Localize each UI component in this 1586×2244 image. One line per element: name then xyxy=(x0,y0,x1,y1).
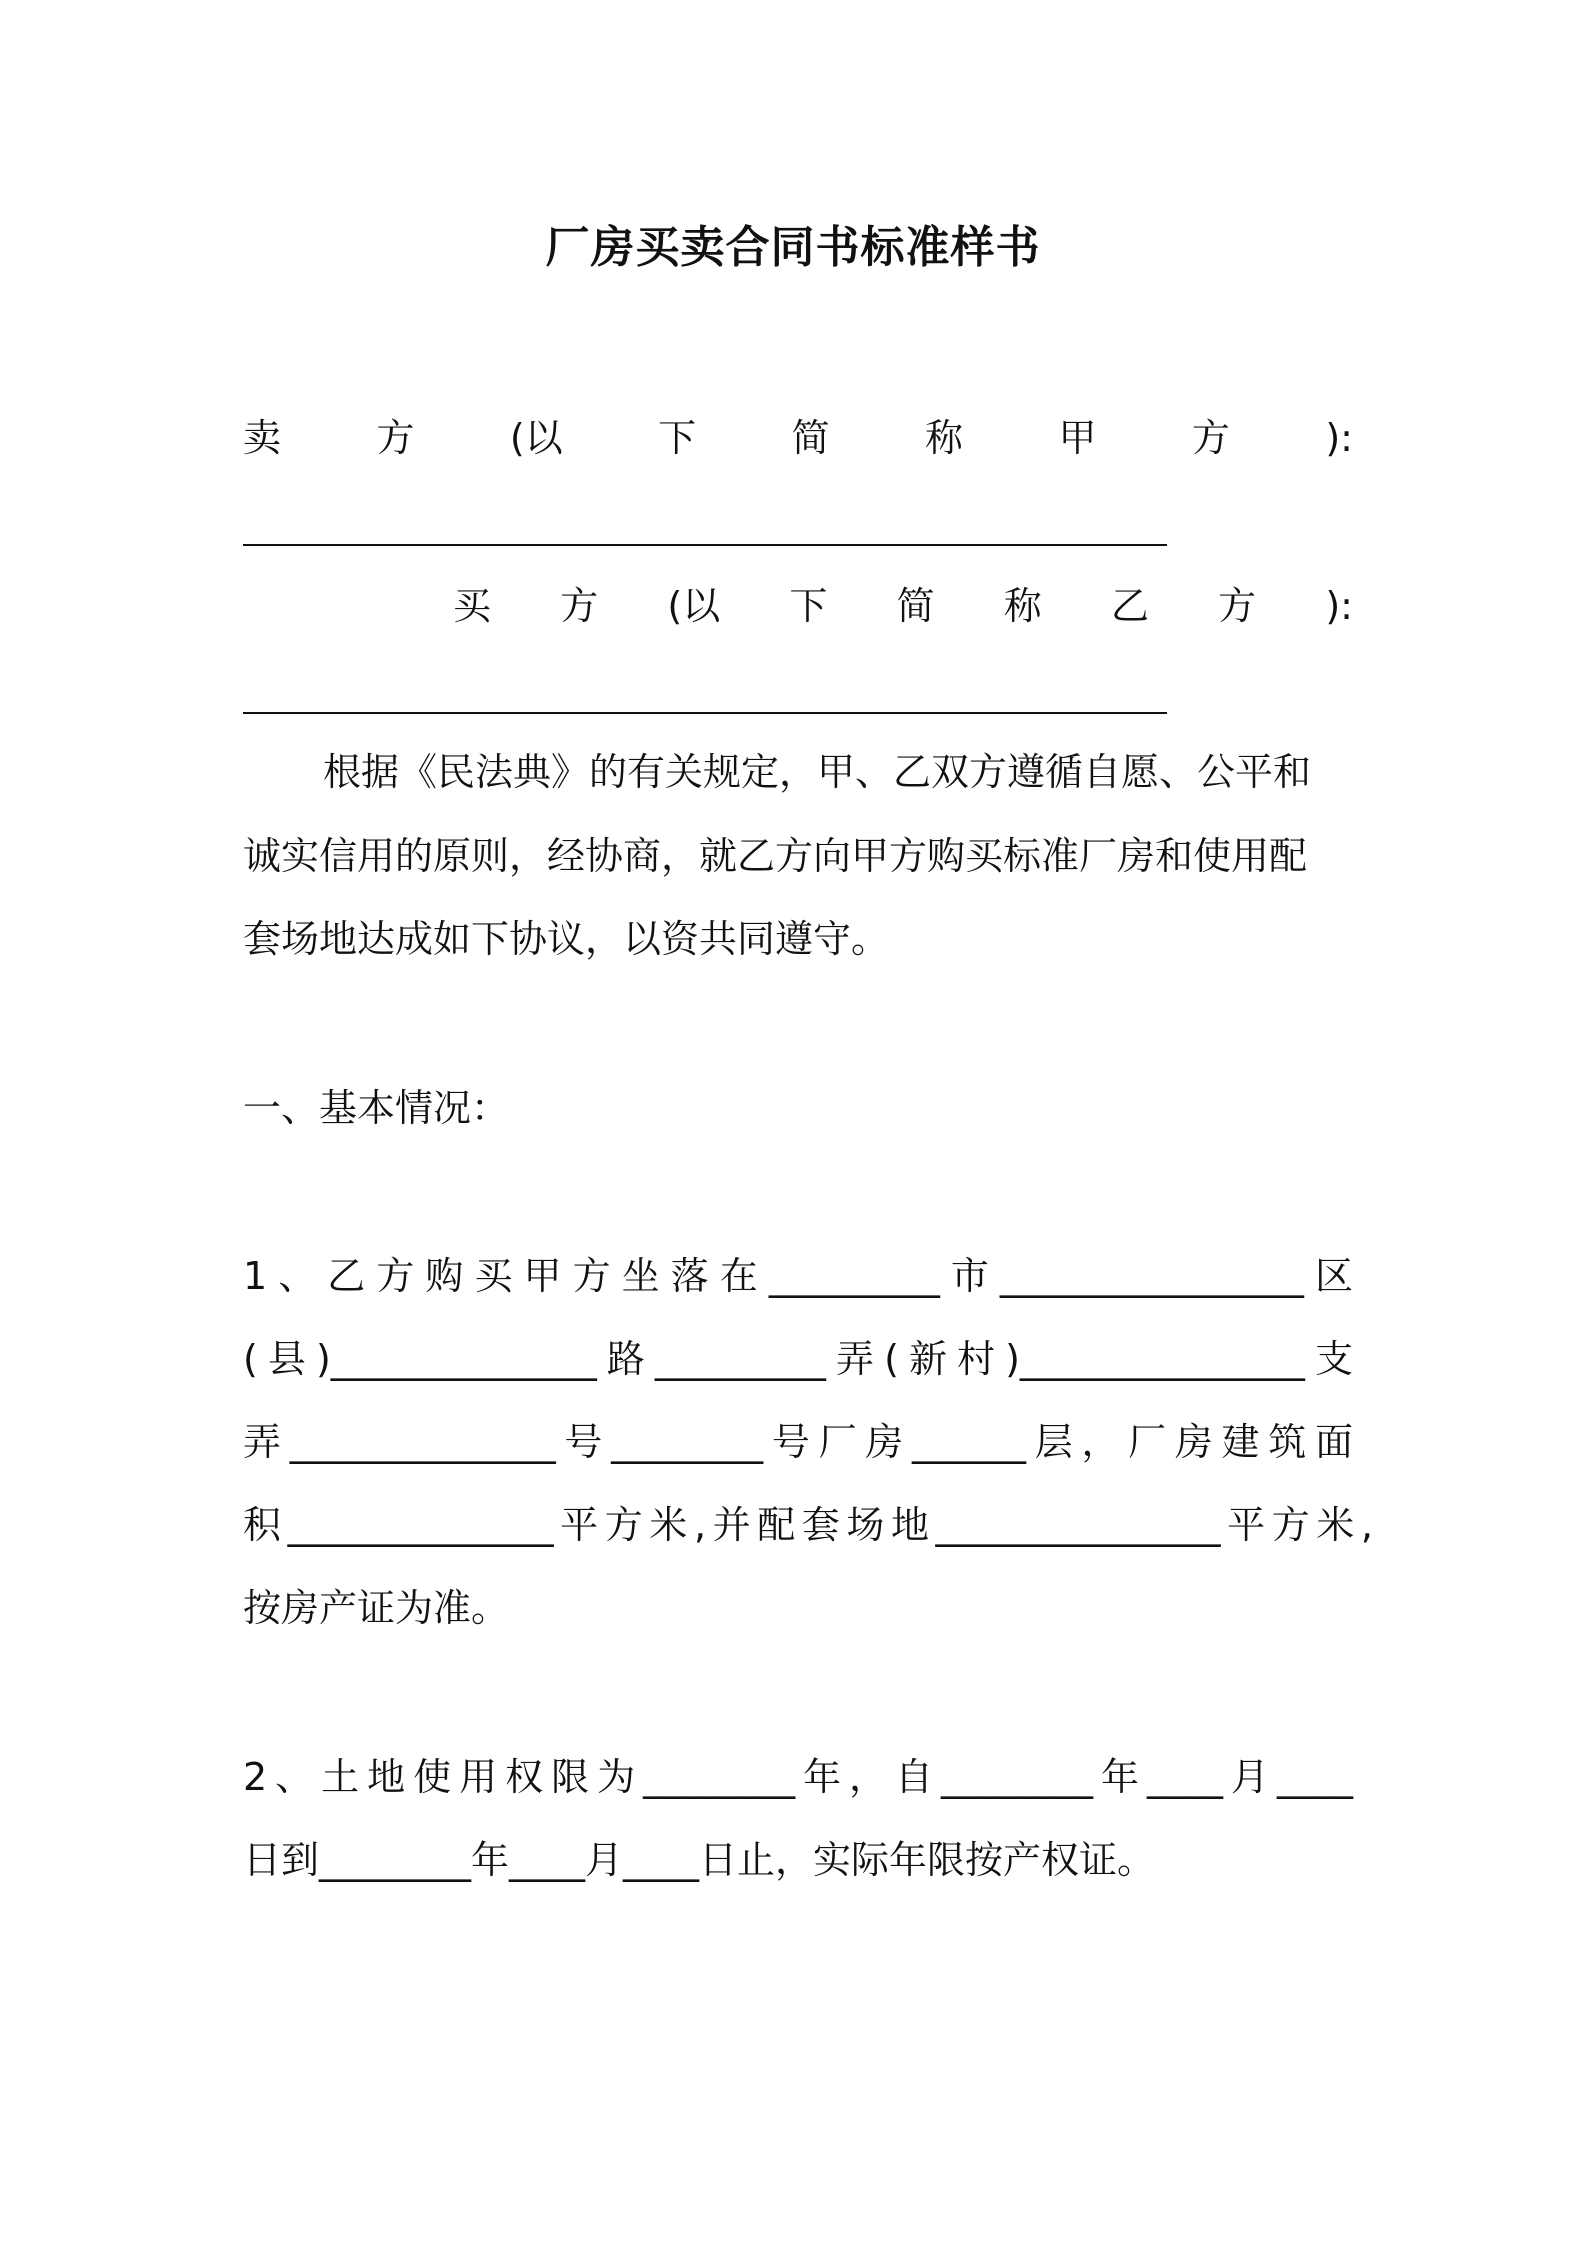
seller-line xyxy=(243,412,1353,464)
clause1-line-2: (县)______________路_________弄(新村)_______________支 xyxy=(243,1337,1353,1381)
intro-line-2: 诚实信用的原则，经协商，就乙方向甲方购买标准厂房和使用配 xyxy=(243,834,1308,878)
clause1-line-3: 弄______________号________号厂房______层，厂房建筑面 xyxy=(243,1420,1353,1464)
intro-line-3: 套场地达成如下协议，以资共同遵守。 xyxy=(243,917,890,961)
clause2-line-2: 日到________年____月____日止，实际年限按产权证。 xyxy=(243,1838,1156,1882)
buyer-word-8: 方 xyxy=(1218,584,1257,628)
clause1-line-4: 积______________平方米,并配套场地_______________平方米, xyxy=(243,1503,1373,1547)
seller-word-3: (以 xyxy=(509,416,563,460)
intro-line-1: 根据《民法典》的有关规定，甲、乙双方遵循自愿、公平和 xyxy=(323,750,1312,794)
buyer-word-1: 买 xyxy=(453,584,492,628)
seller-word-4: 下 xyxy=(658,416,697,460)
buyer-word-5: 简 xyxy=(896,584,935,628)
seller-word-9: ): xyxy=(1325,416,1353,460)
seller-word-6: 称 xyxy=(925,416,964,460)
seller-word-5: 简 xyxy=(791,416,830,460)
seller-blank-line xyxy=(243,544,1167,546)
seller-word-2: 方 xyxy=(376,416,415,460)
section-heading-basic-info: 一、基本情况： xyxy=(243,1086,510,1130)
seller-word-7: 甲 xyxy=(1058,416,1097,460)
buyer-word-4: 下 xyxy=(789,584,828,628)
buyer-blank-line xyxy=(243,712,1167,714)
buyer-word-7: 乙 xyxy=(1110,584,1149,628)
buyer-word-6: 称 xyxy=(1003,584,1042,628)
clause1-line-1: 1、乙方购买甲方坐落在_________市________________区 xyxy=(243,1254,1353,1298)
buyer-word-3: (以 xyxy=(667,584,721,628)
seller-word-1: 卖 xyxy=(243,416,282,460)
seller-word-8: 方 xyxy=(1191,416,1230,460)
buyer-word-9: ): xyxy=(1325,584,1353,628)
clause2-line-1: 2、土地使用权限为________年，自________年____月____ xyxy=(243,1755,1353,1799)
buyer-line xyxy=(453,580,1353,632)
document-title: 厂房买卖合同书标准样书 xyxy=(545,222,1041,273)
buyer-word-2: 方 xyxy=(560,584,599,628)
clause1-line-5: 按房产证为准。 xyxy=(243,1586,510,1630)
